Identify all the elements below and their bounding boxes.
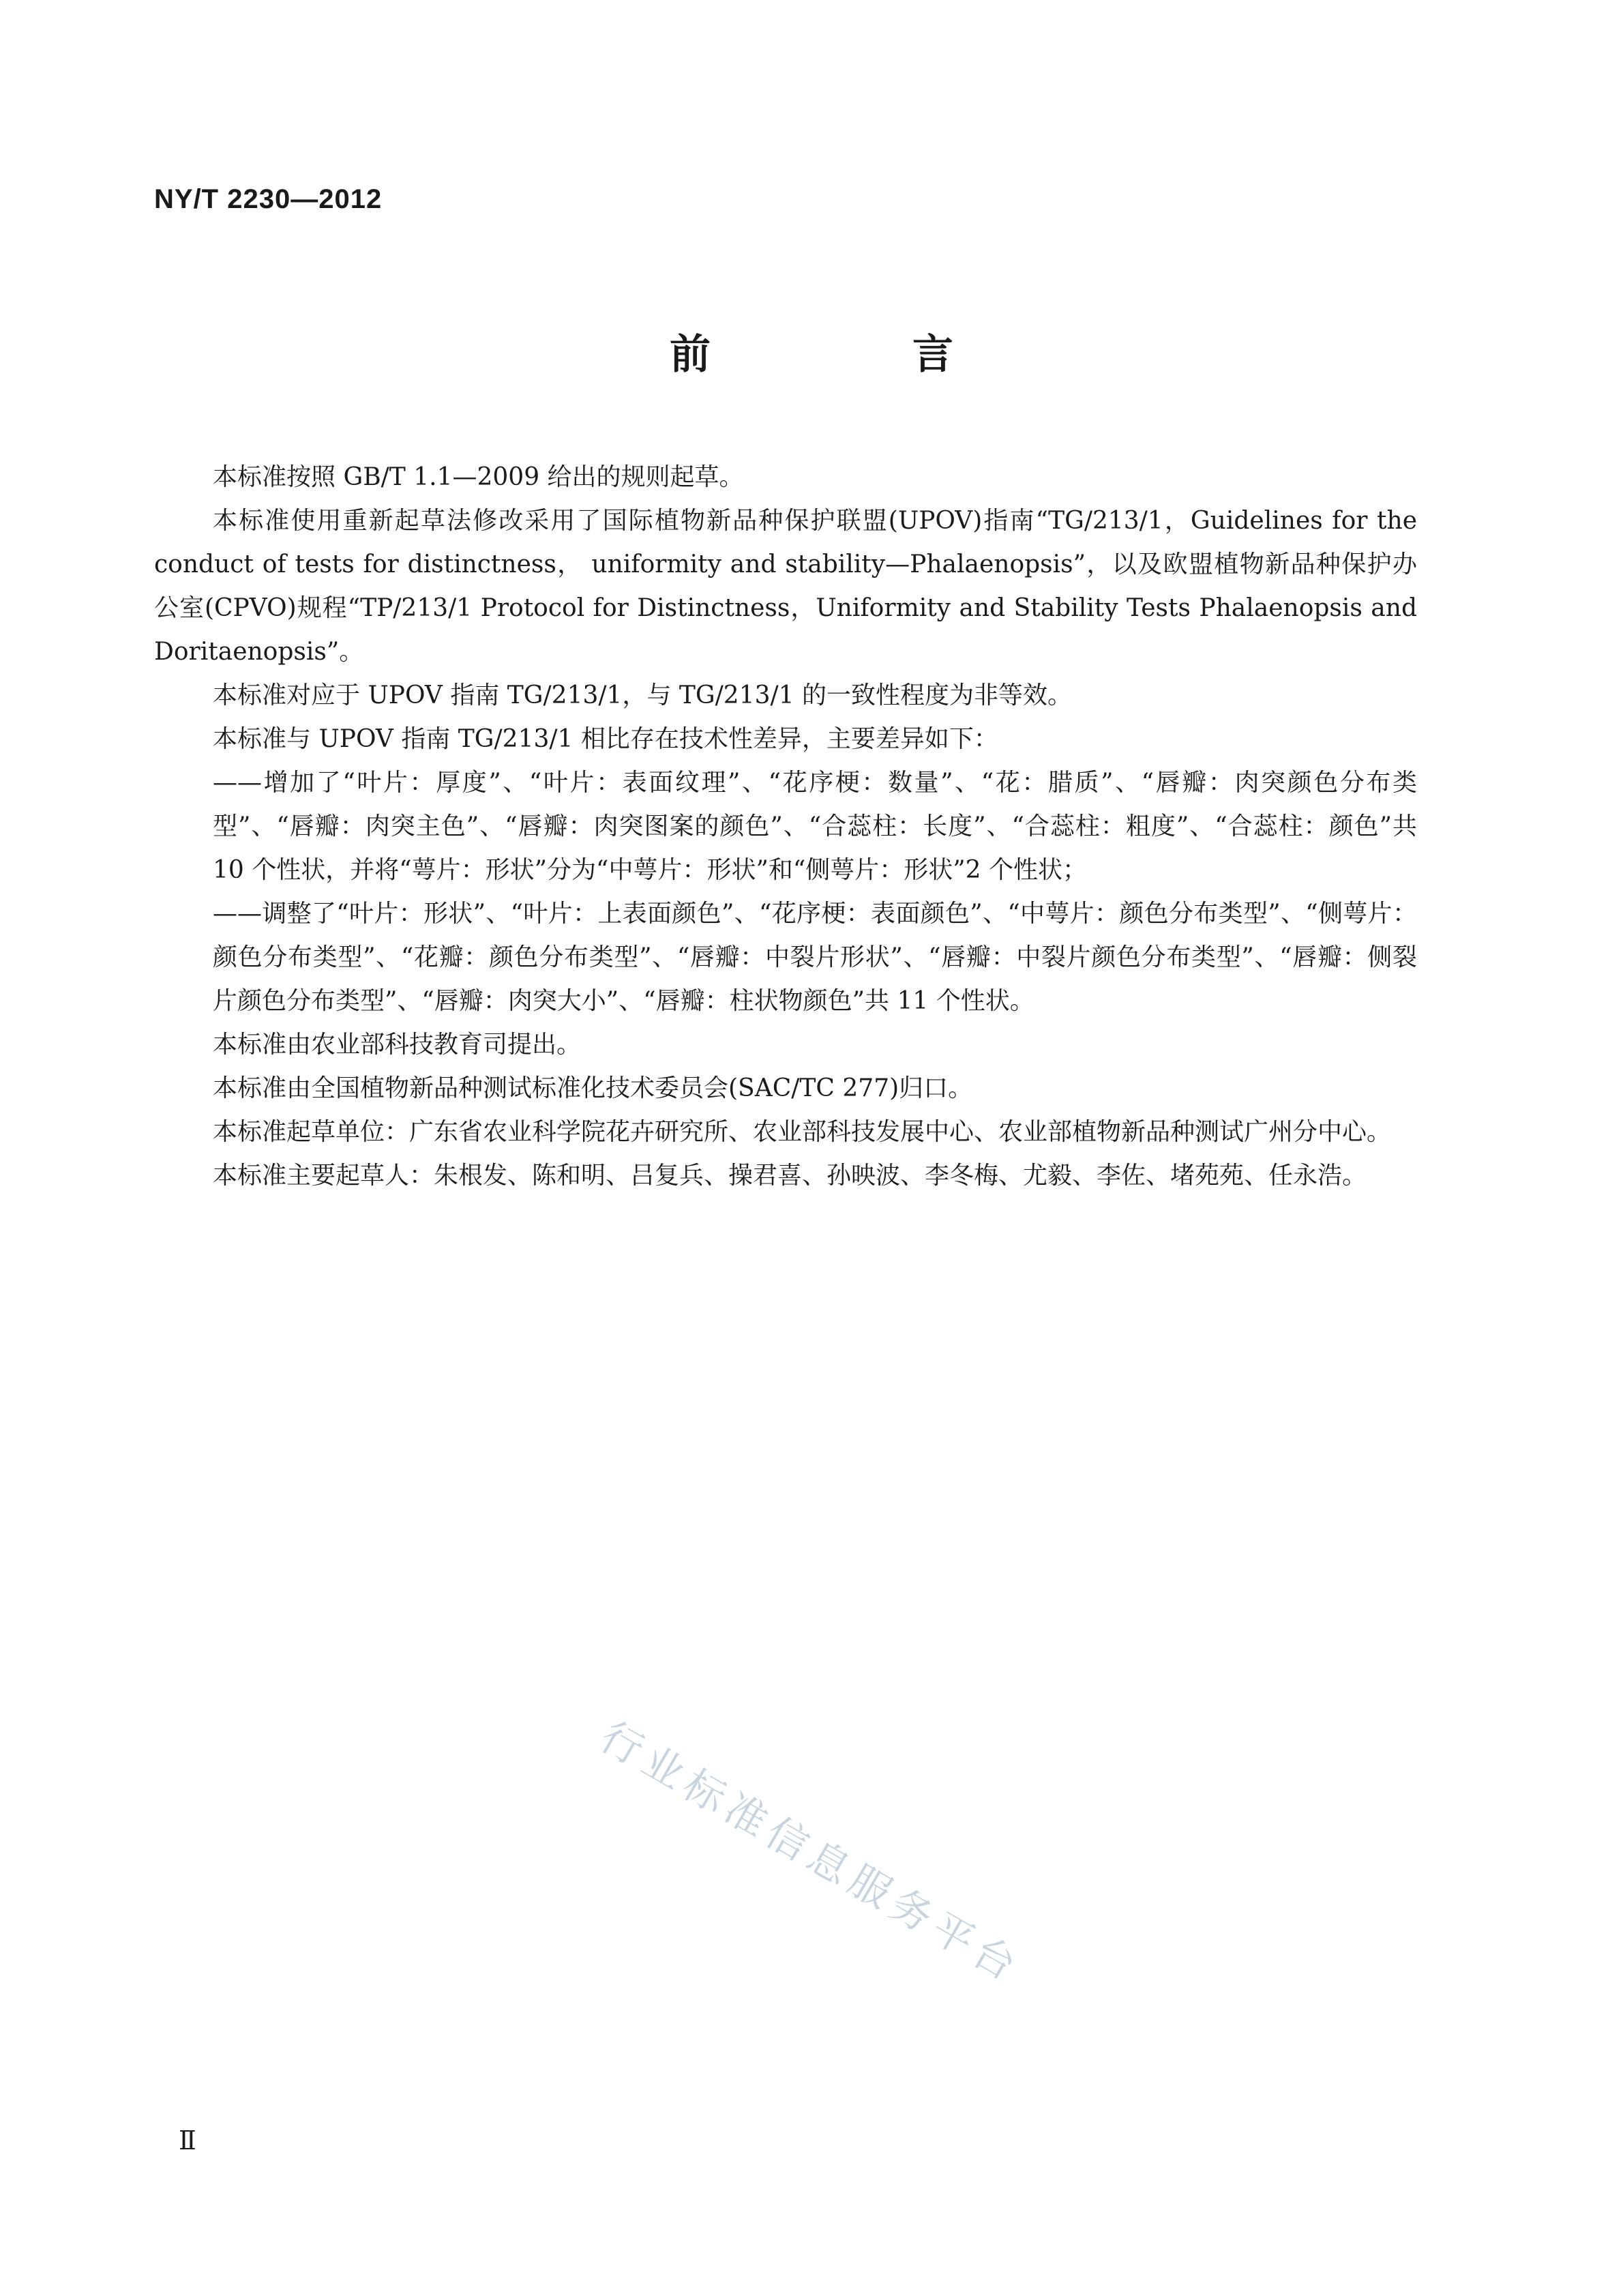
paragraph-administrator: 本标准由全国植物新品种测试标准化技术委员会(SAC/TC 277)归口。 [213,1074,973,1102]
page-title: 前 言 [670,331,1034,379]
list-item-added-traits: ——增加了“叶片：厚度”、“叶片：表面纹理”、“花序梗：数量”、“花：腊质”、“唇瓣：肉突颜色分布类型”、“唇瓣：肉突主色”、“唇瓣：肉突图案的颜色”、“合蕊柱：长度”、“合蕊柱：粗度”、“合蕊柱：颜色”共 10 个性状，并将“萼片：形状”分为“中萼片：形状”和“侧萼片：形状”2 个性状； [213,769,1417,884]
paragraph-drafting-rules: 本标准按照 GB/T 1.1—2009 给出的规则起草。 [213,463,744,491]
standard-code: NY/T 2230—2012 [154,184,383,214]
watermark: 行业标准信息服务平台 [592,1713,1030,1993]
list-item-adjusted-traits: ——调整了“叶片：形状”、“叶片：上表面颜色”、“花序梗：表面颜色”、“中萼片：颜色分布类型”、“侧萼片：颜色分布类型”、“花瓣：颜色分布类型”、“唇瓣：中裂片形状”、“唇瓣：中裂片颜色分布类型”、“唇瓣：侧裂片颜色分布类型”、“唇瓣：肉突大小”、“唇瓣：柱状物颜色”共 11 个性状。 [213,900,1417,1015]
page-number: Ⅱ [179,2125,196,2155]
paragraph-adoption-method: 本标准使用重新起草法修改采用了国际植物新品种保护联盟(UPOV)指南“TG/213/1，Guidelines for the conduct of tests for distinctness， uniformity and stability—Phalaenopsis”，以及欧盟植物新品种保护办公室(CPVO)规程“TP/213/1 Protocol for Distinctness，Uniformity and Stability Tests Phalaenopsis and Doritaenopsis”。 [154,507,1417,666]
paragraph-proposer: 本标准由农业部科技教育司提出。 [213,1031,582,1059]
paragraph-differences-intro: 本标准与 UPOV 指南 TG/213/1 相比存在技术性差异，主要差异如下： [213,725,998,753]
paragraph-drafters: 本标准主要起草人：朱根发、陈和明、吕复兵、操君喜、孙映波、李冬梅、尤毅、李佐、堵苑苑、任永浩。 [213,1162,1367,1190]
paragraph-correspondence: 本标准对应于 UPOV 指南 TG/213/1，与 TG/213/1 的一致性程度为非等效。 [213,681,1072,709]
paragraph-drafting-units: 本标准起草单位：广东省农业科学院花卉研究所、农业部科技发展中心、农业部植物新品种测试广州分中心。 [213,1118,1392,1146]
foreword-body [154,456,1417,1198]
